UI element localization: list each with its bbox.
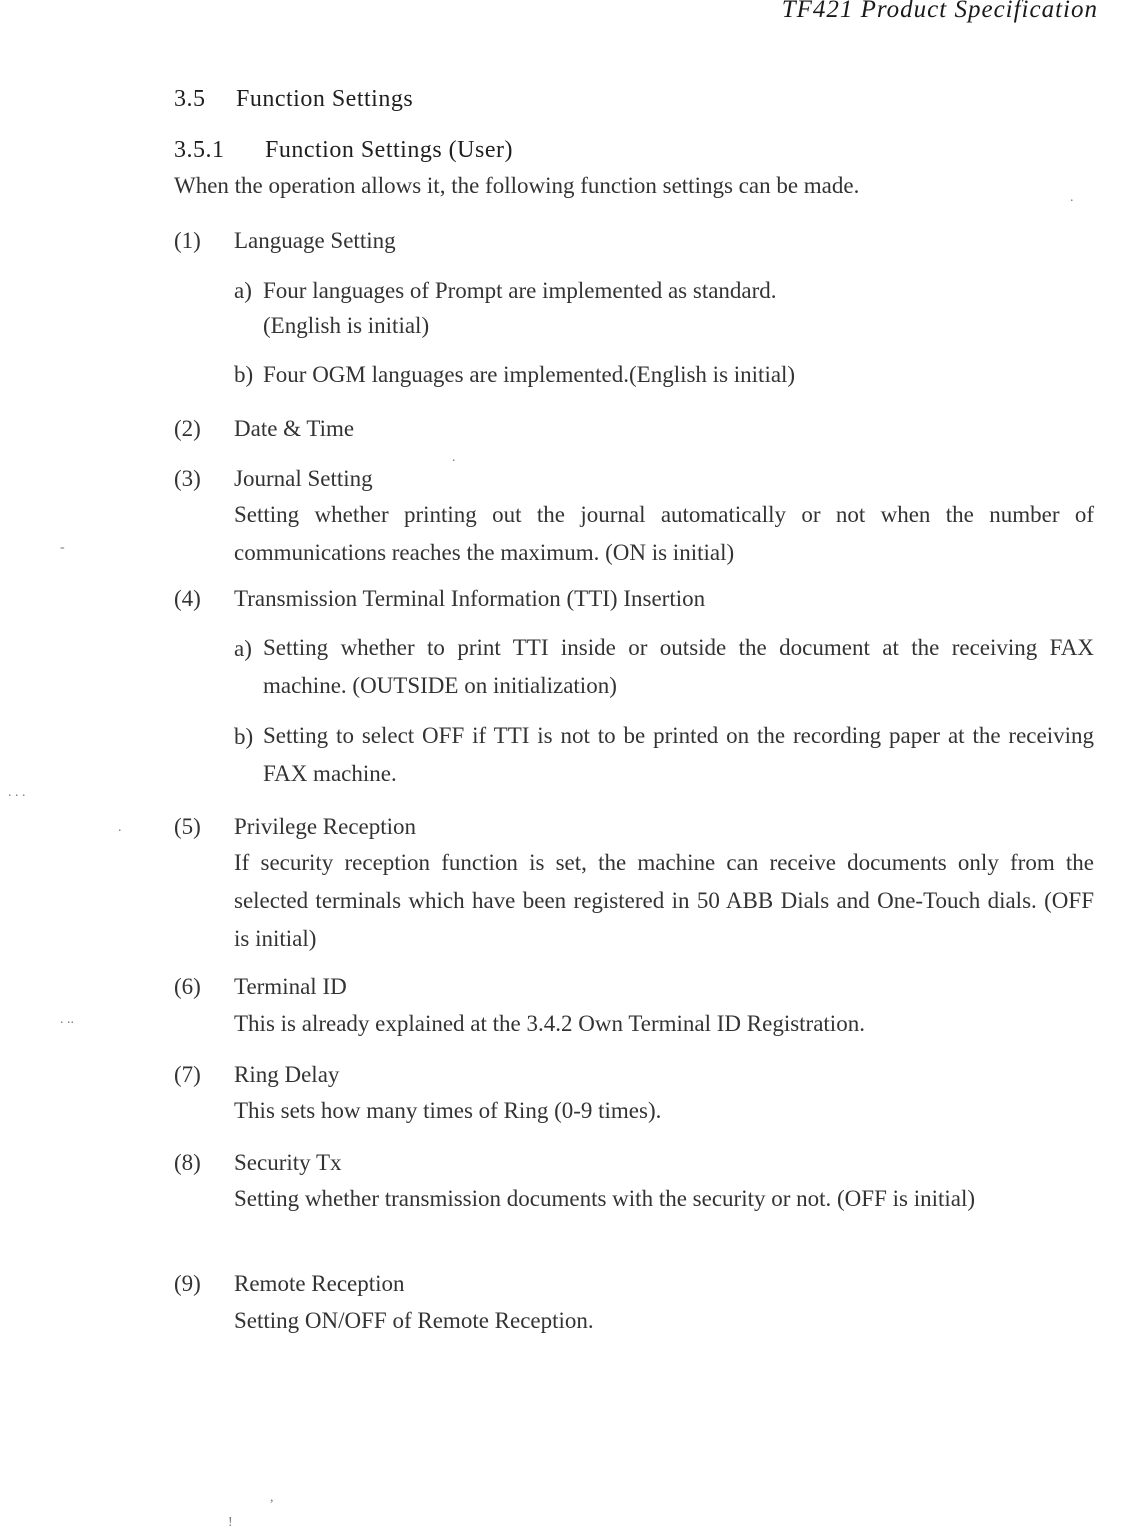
item-number: (1) <box>174 228 201 253</box>
intro-paragraph: When the operation allows it, the following function settings can be made. <box>174 173 860 198</box>
sub-text: Four OGM languages are implemented.(English is initial) <box>263 362 796 387</box>
item-number: (6) <box>174 974 201 999</box>
item-number: (3) <box>174 466 201 491</box>
item-body: Setting whether transmission documents with the security or not. (OFF is initial) <box>234 1186 976 1211</box>
sub-letter: b) <box>234 724 254 749</box>
scan-speck: , <box>270 1490 274 1505</box>
item-title: Privilege Reception <box>234 814 417 839</box>
sub-text: Setting whether to print TTI inside or outside the document at the receiving FAX machine. (OUTSIDE on initialization) <box>263 635 1094 698</box>
item-body: This sets how many times of Ring (0-9 times). <box>234 1098 662 1123</box>
scan-speck: ! <box>228 1515 233 1530</box>
item-number: (7) <box>174 1062 201 1087</box>
item-body: Setting whether printing out the journal automatically or not when the number of communications reaches the maximum. (ON is initial) <box>234 502 1094 565</box>
sub-text: Four languages of Prompt are implemented as standard. <box>263 278 777 303</box>
item-title: Transmission Terminal Information (TTI) Insertion <box>234 586 706 611</box>
item-title: Ring Delay <box>234 1062 340 1087</box>
scan-speck: . <box>118 820 122 835</box>
item-title: Date & Time <box>234 416 355 441</box>
item-title: Security Tx <box>234 1150 342 1175</box>
item-title: Language Setting <box>234 228 396 253</box>
item-body: If security reception function is set, the machine can receive documents only from the selected terminals which have been registered in 50 ABB Dials and One-Touch dials. (OFF is initial) <box>234 850 1094 951</box>
item-body: Setting ON/OFF of Remote Reception. <box>234 1308 594 1333</box>
item-number: (8) <box>174 1150 201 1175</box>
scan-speck: . <box>1070 190 1074 205</box>
item-number: (4) <box>174 586 201 611</box>
subsection-number: 3.5.1 <box>174 137 225 163</box>
item-title: Terminal ID <box>234 974 347 999</box>
item-title: Journal Setting <box>234 466 373 491</box>
sub-text: Setting to select OFF if TTI is not to be printed on the recording paper at the receiving FAX machine. <box>263 723 1094 786</box>
item-number: (5) <box>174 814 201 839</box>
item-number: (2) <box>174 416 201 441</box>
sub-letter: a) <box>234 278 252 303</box>
subsection-title: Function Settings (User) <box>265 137 513 163</box>
sub-letter: b) <box>234 362 254 387</box>
page-header-title: TF421 Product Specification <box>781 0 1098 23</box>
sub-text: (English is initial) <box>263 313 430 338</box>
scan-speck: . <box>452 450 456 465</box>
item-number: (9) <box>174 1271 201 1296</box>
sub-letter: a) <box>234 636 252 661</box>
item-title: Remote Reception <box>234 1271 405 1296</box>
scan-speck: . . . <box>8 785 26 800</box>
section-title: Function Settings <box>236 86 414 112</box>
section-number: 3.5 <box>174 86 206 112</box>
scan-speck: - <box>60 540 65 555</box>
item-body: This is already explained at the 3.4.2 Own Terminal ID Registration. <box>234 1011 865 1036</box>
scan-speck: . .. <box>60 1012 74 1027</box>
